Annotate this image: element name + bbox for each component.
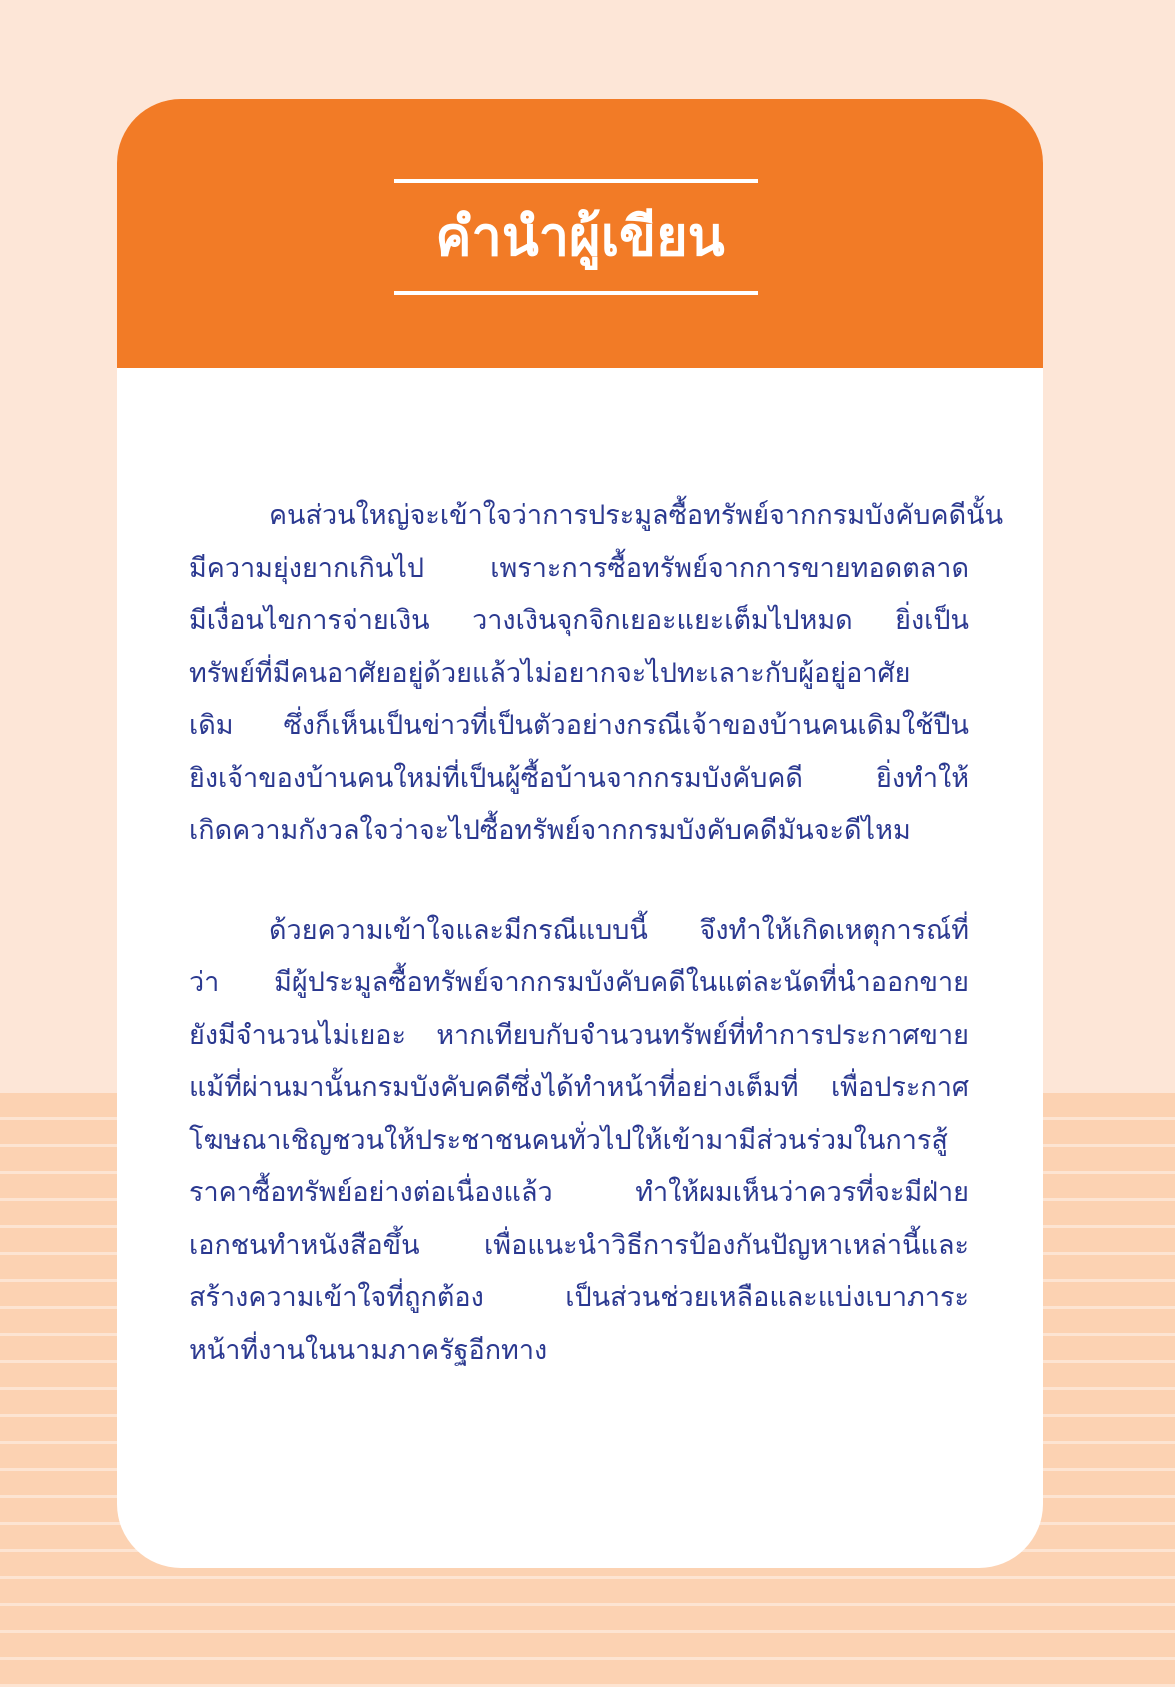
text-line: คนส่วนใหญ่จะเข้าใจว่าการประมูลซื้อทรัพย์จากกรมบังคับคดีนั้น — [269, 500, 1004, 531]
text-line: ด้วยความเข้าใจและมีกรณีแบบนี้ จึงทำให้เกิดเหตุการณ์ที่ — [269, 914, 969, 946]
text-line: ว่า มีผู้ประมูลซื้อทรัพย์จากกรมบังคับคดีในแต่ละนัดที่นำออกขาย — [189, 967, 969, 998]
text-line: หน้าที่งานในนามภาครัฐอีกทาง — [189, 1334, 548, 1366]
text-line: ยิงเจ้าของบ้านคนใหม่ที่เป็นผู้ซื้อบ้านจากกรมบังคับคดี ยิ่งทำให้ — [189, 762, 969, 794]
text-line: เอกชนทำหนังสือขึ้น เพื่อแนะนำวิธีการป้องกันปัญหาเหล่านี้และ — [189, 1229, 969, 1261]
preface-body — [189, 490, 1004, 1377]
text-line: ราคาซื้อทรัพย์อย่างต่อเนื่องแล้ว ทำให้ผมเห็นว่าควรที่จะมีฝ่าย — [189, 1177, 969, 1208]
text-line: ยังมีจำนวนไม่เยอะ หากเทียบกับจำนวนทรัพย์ที่ทำการประกาศขาย — [189, 1019, 969, 1051]
paragraph-1 — [189, 490, 1004, 858]
title-bottom-rule — [394, 291, 758, 295]
text-line: แม้ที่ผ่านมานั้นกรมบังคับคดีซึ่งได้ทำหน้าที่อย่างเต็มที่ เพื่อประกาศ — [189, 1072, 969, 1103]
text-line: เดิม ซึ่งก็เห็นเป็นข่าวที่เป็นตัวอย่างกรณีเจ้าของบ้านคนเดิมใช้ปืน — [189, 710, 969, 741]
text-line: ทรัพย์ที่มีคนอาศัยอยู่ด้วยแล้วไม่อยากจะไปทะเลาะกับผู้อยู่อาศัย — [189, 657, 911, 689]
title-top-rule — [394, 179, 758, 183]
preface-card — [117, 99, 1043, 1568]
text-line: เกิดความกังวลใจว่าจะไปซื้อทรัพย์จากกรมบังคับคดีมันจะดีไหม — [189, 815, 911, 846]
text-line: สร้างความเข้าใจที่ถูกต้อง เป็นส่วนช่วยเหลือและแบ่งเบาภาระ — [189, 1282, 969, 1313]
card-header — [117, 99, 1043, 368]
text-line: มีความยุ่งยากเกินไป เพราะการซื้อทรัพย์จากการขายทอดตลาด — [189, 552, 969, 584]
text-line: โฆษณาเชิญชวนให้ประชาชนคนทั่วไปให้เข้ามามีส่วนร่วมในการสู้ — [189, 1124, 948, 1156]
text-line: มีเงื่อนไขการจ่ายเงิน วางเงินจุกจิกเยอะแยะเต็มไปหมด ยิ่งเป็น — [189, 605, 969, 636]
page-title: คำนำผู้เขียน — [435, 205, 725, 268]
paragraph-2 — [189, 905, 969, 1378]
